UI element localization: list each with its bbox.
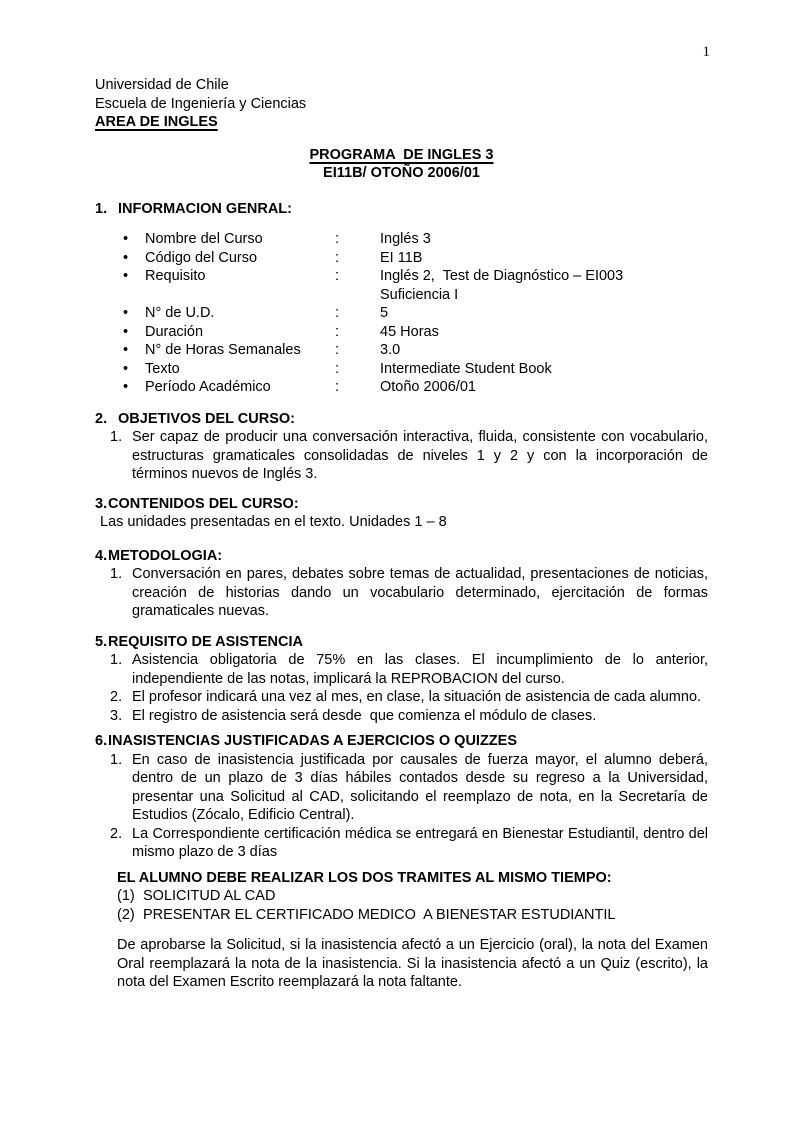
info-value: 5 bbox=[380, 305, 389, 321]
info-row bbox=[123, 341, 708, 360]
section-title: INASISTENCIAS JUSTIFICADAS A EJERCICIOS O QUIZZES bbox=[108, 733, 518, 749]
info-value-line2: Suficiencia I bbox=[380, 286, 459, 303]
item-number: 1. bbox=[110, 751, 123, 768]
section-heading bbox=[95, 547, 708, 566]
item-text: La Correspondiente certificación médica se entregará en Bienestar Estudiantil, dentro del mismo plazo de 3 días bbox=[132, 825, 708, 860]
section-number: 2. bbox=[95, 410, 108, 427]
info-row bbox=[123, 267, 708, 304]
page-number: 1 bbox=[702, 44, 710, 60]
item-text: Asistencia obligatoria de 75% en las clases. El incumplimiento de lo anterior, independiente de las notas, implicará la REPROBACION del curso. bbox=[132, 652, 708, 687]
item-text: En caso de inasistencia justificada por causales de fuerza mayor, el alumno deberá, dentro de un plazo de 3 días hábiles contados desde su regreso a la Universidad, presentar una Solicitud al CAD, solicitando el reemplazo de nota, en la Secretaría de Estudios (Zócalo, Edificio Central). bbox=[132, 751, 708, 823]
bullet-icon: • bbox=[123, 305, 129, 321]
info-value-group bbox=[380, 267, 708, 304]
item-number: 3. bbox=[110, 707, 123, 724]
item-text: PRESENTAR EL CERTIFICADO MEDICO A BIENESTAR ESTUDIANTIL bbox=[143, 906, 616, 923]
info-label: Nombre del Curso bbox=[145, 231, 263, 247]
item-number: 1. bbox=[110, 429, 123, 445]
bullet-icon: • bbox=[123, 379, 129, 395]
info-value: Intermediate Student Book bbox=[380, 360, 552, 377]
info-value: 3.0 bbox=[380, 342, 401, 358]
info-value: Inglés 2, Test de Diagnóstico – EI003 bbox=[380, 268, 624, 284]
item-number: 2. bbox=[110, 825, 123, 842]
section-metodologia bbox=[95, 547, 708, 621]
section-heading bbox=[95, 633, 708, 652]
list-item bbox=[110, 565, 708, 621]
section-title: OBJETIVOS DEL CURSO: bbox=[118, 410, 295, 427]
info-value: 45 Horas bbox=[380, 323, 439, 340]
info-value: EI 11B bbox=[380, 249, 423, 266]
section-number: 1. bbox=[95, 200, 108, 217]
info-row bbox=[123, 378, 708, 397]
info-label: Código del Curso bbox=[145, 249, 258, 266]
bullet-icon: • bbox=[123, 323, 129, 340]
info-label: N° de U.D. bbox=[145, 305, 215, 321]
document-subtitle: EI11B/ OTOÑO 2006/01 bbox=[323, 165, 480, 181]
bullet-icon: • bbox=[123, 268, 129, 284]
info-row bbox=[123, 323, 708, 342]
notice-item bbox=[117, 906, 708, 925]
info-separator: : bbox=[335, 342, 340, 358]
letterhead bbox=[95, 76, 708, 132]
section-contenidos bbox=[95, 495, 708, 532]
list-item bbox=[110, 751, 708, 825]
info-separator: : bbox=[335, 379, 340, 395]
department-name: AREA DE INGLES bbox=[95, 114, 218, 130]
course-info-list bbox=[123, 230, 708, 397]
info-value: Otoño 2006/01 bbox=[380, 379, 476, 395]
section-number: 4. bbox=[95, 547, 108, 564]
item-number: 1. bbox=[110, 652, 123, 668]
section-requisito-asistencia bbox=[95, 633, 708, 726]
university-name: Universidad de Chile bbox=[95, 77, 229, 93]
info-label: Texto bbox=[145, 360, 180, 377]
info-label: Período Académico bbox=[145, 379, 271, 395]
item-number: 1. bbox=[110, 566, 123, 582]
item-text: Conversación en pares, debates sobre temas de actualidad, presentaciones de noticias, creación de historias dando un vocabulario determinado, ejercitación de formas gramaticales nuevas. bbox=[132, 566, 708, 619]
item-text: Ser capaz de producir una conversación interactiva, fluida, consistente con vocabulario, estructuras gramaticales consolidadas de niveles 1 y 2 y con la incorporación de términos nuevos de Inglés 3. bbox=[132, 429, 708, 482]
bullet-icon: • bbox=[123, 342, 129, 358]
info-separator: : bbox=[335, 249, 340, 266]
section-body-text: Las unidades presentadas en el texto. Unidades 1 – 8 bbox=[100, 514, 447, 530]
item-text: SOLICITUD AL CAD bbox=[143, 888, 276, 904]
list-item bbox=[110, 688, 708, 707]
item-text: El registro de asistencia será desde que comienza el módulo de clases. bbox=[132, 707, 597, 724]
info-separator: : bbox=[335, 231, 340, 247]
info-separator: : bbox=[335, 360, 340, 377]
info-row bbox=[123, 249, 708, 268]
list-item bbox=[110, 428, 708, 484]
section-heading bbox=[95, 732, 708, 751]
section-title: INFORMACION GENRAL: bbox=[118, 200, 292, 217]
document-title-block bbox=[95, 146, 708, 183]
info-separator: : bbox=[335, 268, 340, 284]
item-number: 2. bbox=[110, 689, 123, 705]
list-item bbox=[110, 825, 708, 862]
bullet-icon: • bbox=[123, 360, 129, 377]
info-row bbox=[123, 304, 708, 323]
info-separator: : bbox=[335, 305, 340, 321]
info-row bbox=[123, 230, 708, 249]
section-number: 6. bbox=[95, 733, 108, 749]
item-text: El profesor indicará una vez al mes, en clase, la situación de asistencia de cada alumno. bbox=[132, 689, 702, 705]
item-number: (2) bbox=[117, 906, 135, 923]
section-title: REQUISITO DE ASISTENCIA bbox=[108, 633, 303, 650]
section-objetivos bbox=[95, 410, 708, 484]
section-number: 5. bbox=[95, 633, 108, 650]
tramites-notice bbox=[117, 869, 708, 925]
section-heading bbox=[95, 200, 708, 219]
section-heading bbox=[95, 410, 708, 429]
section-number: 3. bbox=[95, 495, 108, 512]
section-informacion-general bbox=[95, 200, 708, 397]
document-title: PROGRAMA DE INGLES 3 bbox=[309, 146, 494, 163]
section-title: CONTENIDOS DEL CURSO: bbox=[108, 495, 299, 512]
section-heading bbox=[95, 495, 708, 514]
section-inasistencias bbox=[95, 732, 708, 862]
info-separator: : bbox=[335, 323, 340, 340]
section-title: METODOLOGIA: bbox=[108, 547, 223, 564]
bullet-icon: • bbox=[123, 231, 129, 247]
info-label: N° de Horas Semanales bbox=[145, 342, 301, 358]
info-label: Duración bbox=[145, 323, 204, 340]
item-number: (1) bbox=[117, 888, 135, 904]
list-item bbox=[110, 651, 708, 688]
info-value: Inglés 3 bbox=[380, 231, 431, 247]
info-label: Requisito bbox=[145, 268, 206, 284]
notice-item bbox=[117, 887, 708, 906]
school-name: Escuela de Ingeniería y Ciencias bbox=[95, 95, 307, 112]
list-item bbox=[110, 707, 708, 726]
notice-title: EL ALUMNO DEBE REALIZAR LOS DOS TRAMITES AL MISMO TIEMPO: bbox=[117, 869, 612, 886]
info-row bbox=[123, 360, 708, 379]
bullet-icon: • bbox=[123, 249, 129, 266]
closing-paragraph: De aprobarse la Solicitud, si la inasistencia afectó a un Ejercicio (oral), la nota del Examen Oral reemplazará la nota de la inasistencia. Si la inasistencia afectó a un Quiz (escrito), la nota del Examen Escrito reemplazará la nota faltante. bbox=[117, 937, 708, 990]
